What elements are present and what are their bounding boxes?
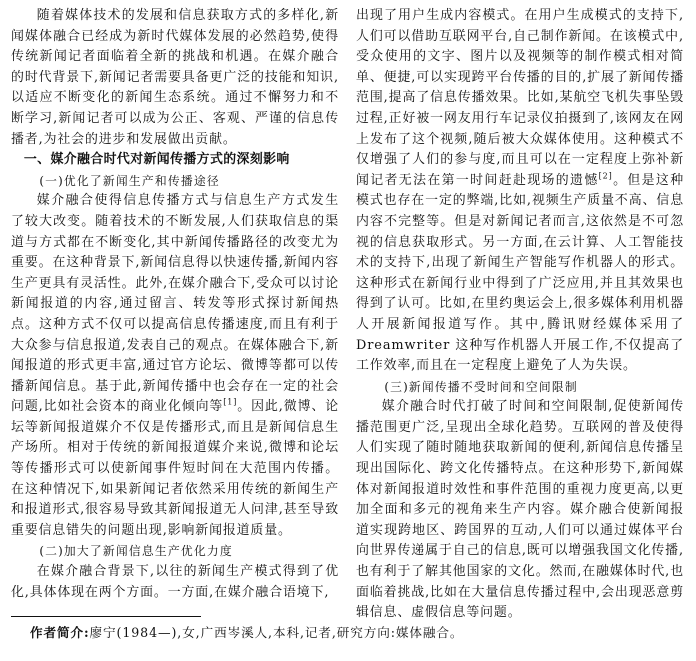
intro-paragraph: 随着媒体技术的发展和信息获取方式的多样化,新闻媒体融合已经成为新时代媒体发展的必然趋势,使得传统新闻记者面临着全新的挑战和机遇。在媒介融合的时代背景下,新闻记者需要具备更广泛的技能和知识,以适应不断变化的新闻生态系统。通过不懈努力和不断学习,新闻记者可以成为公正、客观、严谨的信息传播者,为社会的进步和发展做出贡献。 <box>11 8 339 147</box>
subsection-3-paragraph: 媒介融合时代打破了时间和空间限制,促使新闻传播范围更广泛,呈现出全球化趋势。互联网的普及使得人们实现了随时随地获取新闻的便利,新闻信息传播呈现出国际化、跨文化传播特点。在这种形势下,新闻媒体对新闻报道时效性和事件范围的重视力度更高,以更加全面和多元的视角来生产内容。媒介融合使新闻报道实现跨地区、跨国界的互动,人们可以通过媒体平台向世界传递属于自己的信息,既可以增强我国文化传播,也有利于了解其他国家的文化。然而,在融媒体时代,也面临着挑战,比如在大量信息传播过程中,会出现恶意剪辑信息、虚假信息等问题。 <box>356 399 684 621</box>
paragraph-text: 媒介融合使得信息传播方式与信息生产方式发生了较大改变。随着技术的不断发展,人们获取信息的渠道与方式都在不断变化,其中新闻传播路径的改变尤为重要。在这种背景下,新闻信息得以快速传播,新闻内容生产更具有灵活性。此外,在媒介融合下,受众可以讨论新闻报道的内容,通过留言、转发等形式探讨新闻热点。这种方式不仅可以提高信息传播速度,而且有利于大众参与信息报道,发表自己的观点。在媒体融合下,新闻报道的形式更丰富,通过官方论坛、微博等都可以传播新闻信息。基于此,新闻传播中也会存在一定的社会问题,比如社会资本的商业化倾向等 <box>11 193 339 415</box>
right-column <box>356 6 684 624</box>
paragraph-text: 。但是这种模式也存在一定的弊端,比如,视频生产质量不高、信息内容不完整等。但是对新闻记者而言,这依然是不可忽视的信息获取形式。另一方面,在云计算、人工智能技术的支持下,出现了新闻生产智能写作机器人的形式。这种形式在新闻行业中得到了广泛应用,并且其效果也得到了认可。比如,在里约奥运会上,很多媒体利用机器人开展新闻报道写作。其中,腾讯财经媒体采用了 Dreamwriter 这种写作机器人开展工作,不仅提高了工作效率,而且在一定程度上避免了人为失误。 <box>356 172 684 374</box>
subsection-heading-3: (三)新闻传播不受时间和空间限制 <box>384 379 578 394</box>
footnote-divider <box>11 616 201 617</box>
author-note-text: 廖宁(1984—),女,广西岑溪人,本科,记者,研究方向:媒体融合。 <box>89 625 464 640</box>
author-note-label: 作者简介: <box>30 625 90 640</box>
subsection-heading-1: (一)优化了新闻生产和传播途径 <box>39 173 220 188</box>
subsection-heading-2: (二)加大了新闻信息生产优化力度 <box>39 544 233 559</box>
paragraph-text: 出现了用户生成内容模式。在用户生成模式的支持下,人们可以借助互联网平台,自己制作新闻。在该模式中,受众使用的文字、图片以及视频等的制作模式相对简单、便捷,可以实现跨平台传播的目的,扩展了新闻传播范围,提高了信息传播效果。比如,某航空飞机失事坠毁过程,正好被一网友用行车记录仪拍摄到了,该网友在网上发布了这个视频,随后被大众媒体使用。这种模式不仅增强了人们的参与度,而且可以在一定程度上弥补新闻记者无法在第一时间赶赴现场的遗憾 <box>356 8 684 188</box>
subsection-2-paragraph: 在媒介融合背景下,以往的新闻生产模式得到了优化,具体体现在两个方面。一方面,在媒介融合语境下, <box>11 564 339 600</box>
citation-2: [2] <box>598 171 613 181</box>
author-note <box>30 624 463 642</box>
paragraph-text: 。因此,微博、论坛等新闻报道媒介不仅是传播形式,而且是新闻信息生产场所。相对于传统的新闻报道媒介来说,微博和论坛等传播形式可以使新闻事件短时间在大范围内传播。在这种情况下,如果新闻记者依然采用传统的新闻生产和报道形式,很容易导致其新闻报道无人问津,甚至导致重要信息错失的问题出现,影响新闻报道质量。 <box>11 399 339 538</box>
continued-paragraph <box>356 6 684 377</box>
left-column <box>11 6 339 603</box>
section-heading-1: 一、媒介融合时代对新闻传播方式的深刻影响 <box>23 152 290 168</box>
subsection-1-paragraph <box>11 191 339 541</box>
citation-1: [1] <box>223 397 238 407</box>
